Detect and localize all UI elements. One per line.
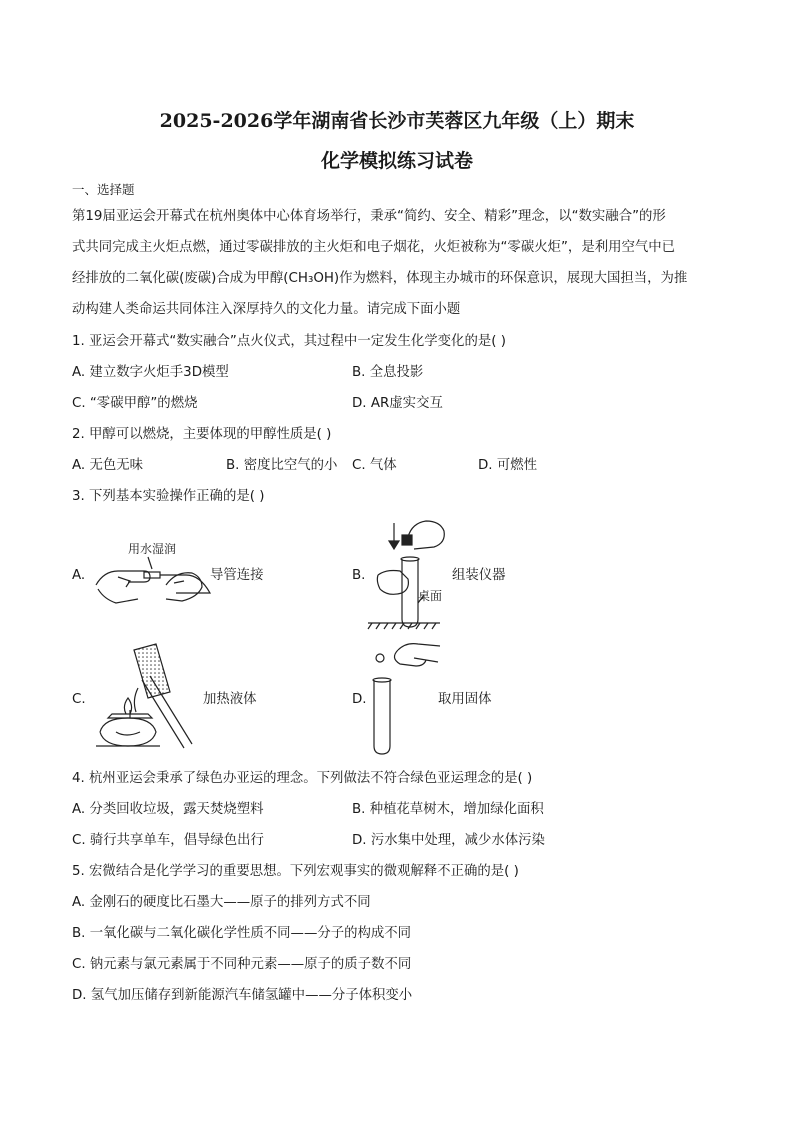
q3-option-d-letter[interactable]: D. [352,692,367,707]
q2-option-a[interactable]: A. 无色无味 [72,458,143,473]
q3-option-a-letter[interactable]: A. [72,568,86,583]
exam-title-line1: 2025-2026学年湖南省长沙市芙蓉区九年级（上）期末 [159,110,635,132]
q1-option-a[interactable]: A. 建立数字火炬手3D模型 [72,365,229,380]
q5-option-c[interactable]: C. 钠元素与氯元素属于不同种元素——原子的质子数不同 [72,957,412,972]
q3-option-a-label: 导管连接 [210,568,264,583]
q4-option-b[interactable]: B. 种植花草树木，增加绿化面积 [352,802,544,817]
q2-option-d[interactable]: D. 可燃性 [478,458,537,473]
intro-line-2: 式共同完成主火炬点燃，通过零碳排放的主火炬和电子烟花，火炬被称为“零碳火炬”，是利用空气中已 [72,240,676,255]
q1-option-b[interactable]: B. 全息投影 [352,365,424,380]
q4-option-d[interactable]: D. 污水集中处理，减少水体污染 [352,833,545,848]
section-heading: 一、选择题 [72,182,135,197]
q3-option-a-note: 用水湿润 [128,542,177,556]
heating-liquid-illustration [86,640,196,758]
exam-title-line2: 化学模拟练习试卷 [320,150,473,172]
q2-option-b[interactable]: B. 密度比空气的小 [226,458,338,473]
q4-stem: 4. 杭州亚运会秉承了绿色办亚运的理念。下列做法不符合绿色亚运理念的是( ) [72,771,533,786]
q2-stem: 2. 甲醇可以燃烧，主要体现的甲醇性质是( ) [72,427,332,442]
take-solid-illustration [368,640,442,758]
q5-stem: 5. 宏微结合是化学学习的重要思想。下列宏观事实的微观解释不正确的是( ) [72,864,519,879]
intro-line-1: 第19届亚运会开幕式在杭州奥体中心体育场举行，秉承“简约、安全、精彩”理念，以“数实融合”的形 [72,209,666,224]
q3-option-c-label: 加热液体 [203,692,257,707]
q1-option-c[interactable]: C. “零碳甲醇”的燃烧 [72,396,198,411]
q5-option-d[interactable]: D. 氢气加压储存到新能源汽车储氢罐中——分子体积变小 [72,988,413,1003]
q3-stem: 3. 下列基本实验操作正确的是( ) [72,489,265,504]
q1-option-d[interactable]: D. AR虚实交互 [352,396,443,411]
q3-option-d-label: 取用固体 [438,692,492,707]
q4-option-a[interactable]: A. 分类回收垃圾，露天焚烧塑料 [72,802,264,817]
q4-option-c[interactable]: C. 骑行共享单车，倡导绿色出行 [72,833,264,848]
intro-line-4: 动构建人类命运共同体注入深厚持久的文化力量。请完成下面小题 [72,302,461,317]
q5-option-a[interactable]: A. 金刚石的硬度比石墨大——原子的排列方式不同 [72,895,371,910]
q1-stem: 1. 亚运会开幕式“数实融合”点火仪式，其过程中一定发生化学变化的是( ) [72,334,506,349]
q3-option-b-letter[interactable]: B. [352,568,366,583]
intro-line-3: 经排放的二氧化碳(废碳)合成为甲醇(CH₃OH)作为燃料，体现主办城市的环保意识，展现大国担当，为推 [72,271,688,286]
q3-option-b-note: 桌面 [418,589,443,603]
tube-connection-illustration [88,555,218,610]
q3-option-b-label: 组装仪器 [452,568,506,583]
q5-option-b[interactable]: B. 一氧化碳与二氧化碳化学性质不同——分子的构成不同 [72,926,412,941]
q3-option-c-letter[interactable]: C. [72,692,86,707]
q2-option-c[interactable]: C. 气体 [352,458,397,473]
